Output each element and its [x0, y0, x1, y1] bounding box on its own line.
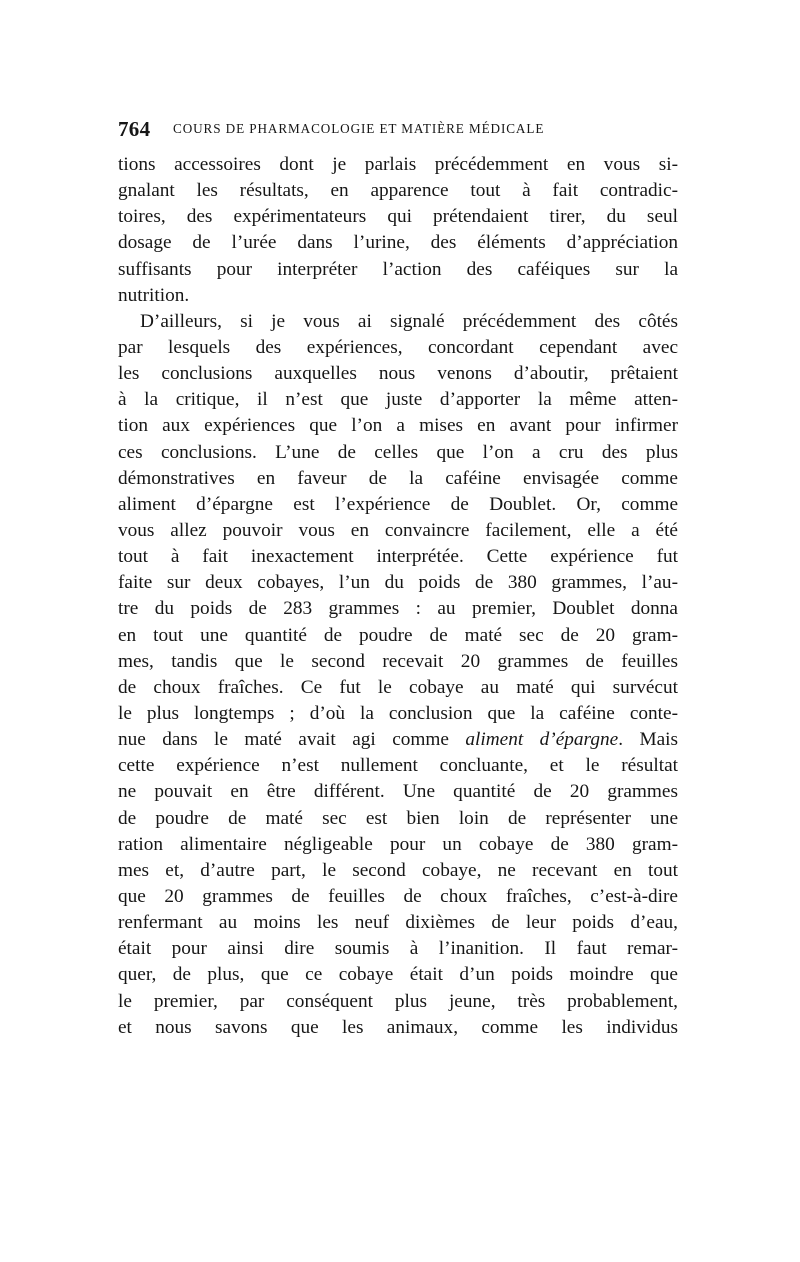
text-line: ration alimentaire négligeable pour un cobaye de 380 gram- — [118, 833, 678, 855]
text-line: dosage de l’urée dans l’urine, des éléments d’appréciation — [118, 232, 678, 254]
text-line: par lesquels des expériences, concordant cependant avec — [118, 336, 678, 358]
text-line: de poudre de maté sec est bien loin de représenter une — [118, 807, 678, 829]
text-line: ne pouvait en être différent. Une quantité de 20 grammes — [118, 781, 678, 803]
text-line: cette expérience n’est nullement concluante, et le résultat — [118, 755, 678, 777]
text-line: tout à fait inexactement interprétée. Cette expérience fut — [118, 546, 678, 568]
running-head — [118, 117, 678, 147]
text-line: toires, des expérimentateurs qui prétendaient tirer, du seul — [118, 206, 678, 228]
text-line: renfermant au moins les neuf dixièmes de leur poids d’eau, — [118, 912, 678, 934]
text-line: tre du poids de 283 grammes : au premier, Doublet donna — [118, 598, 678, 620]
text-line: suffisants pour interpréter l’action des caféiques sur la — [118, 258, 678, 280]
text-line: les conclusions auxquelles nous venons d’aboutir, prêtaient — [118, 363, 678, 385]
text-line: ces conclusions. L’une de celles que l’on a cru des plus — [118, 441, 678, 463]
line-segment: nue dans le maté avait agi comme — [118, 729, 466, 751]
page-number: 764 — [118, 117, 151, 141]
text-line: démonstratives en faveur de la caféine envisagée comme — [118, 467, 678, 489]
text-line: gnalant les résultats, en apparence tout à fait contradic- — [118, 180, 678, 202]
text-line: que 20 grammes de feuilles de choux fraîches, c’est-à-dire — [118, 885, 678, 907]
italic-term: aliment d’épargne — [465, 729, 619, 751]
running-head-title: COURS DE PHARMACOLOGIE ET MATIÈRE MÉDICALE — [173, 121, 545, 136]
paragraph-start-line: D’ailleurs, si je vous ai signalé précédemment des côtés — [140, 310, 678, 332]
text-line: à la critique, il n’est que juste d’apporter la même atten- — [118, 389, 678, 411]
text-line: était pour ainsi dire soumis à l’inanition. Il faut remar- — [118, 938, 678, 960]
text-line: tion aux expériences que l’on a mises en avant pour infirmer — [118, 415, 678, 437]
text-line: le premier, par conséquent plus jeune, très probablement, — [118, 990, 678, 1012]
paragraph-end-line: nutrition. — [118, 284, 190, 306]
text-line: faite sur deux cobayes, l’un du poids de 380 grammes, l’au- — [118, 572, 678, 594]
text-line: vous allez pouvoir vous en convaincre facilement, elle a été — [118, 519, 678, 541]
text-line: aliment d’épargne est l’expérience de Doublet. Or, comme — [118, 493, 678, 515]
body-text — [118, 152, 678, 1041]
text-line: de choux fraîches. Ce fut le cobaye au maté qui survécut — [118, 676, 678, 698]
text-line: et nous savons que les animaux, comme les individus — [118, 1016, 678, 1038]
text-line: tions accessoires dont je parlais précédemment en vous si- — [118, 154, 678, 175]
text-line: le plus longtemps ; d’où la conclusion que la caféine conte- — [118, 702, 678, 724]
text-line: mes et, d’autre part, le second cobaye, ne recevant en tout — [118, 859, 678, 881]
text-line: mes, tandis que le second recevait 20 grammes de feuilles — [118, 650, 678, 672]
text-line: en tout une quantité de poudre de maté sec de 20 gram- — [118, 624, 678, 646]
line-segment: . Mais — [618, 729, 679, 751]
text-line: quer, de plus, que ce cobaye était d’un poids moindre que — [118, 964, 678, 986]
text-line-with-italic — [118, 727, 678, 753]
